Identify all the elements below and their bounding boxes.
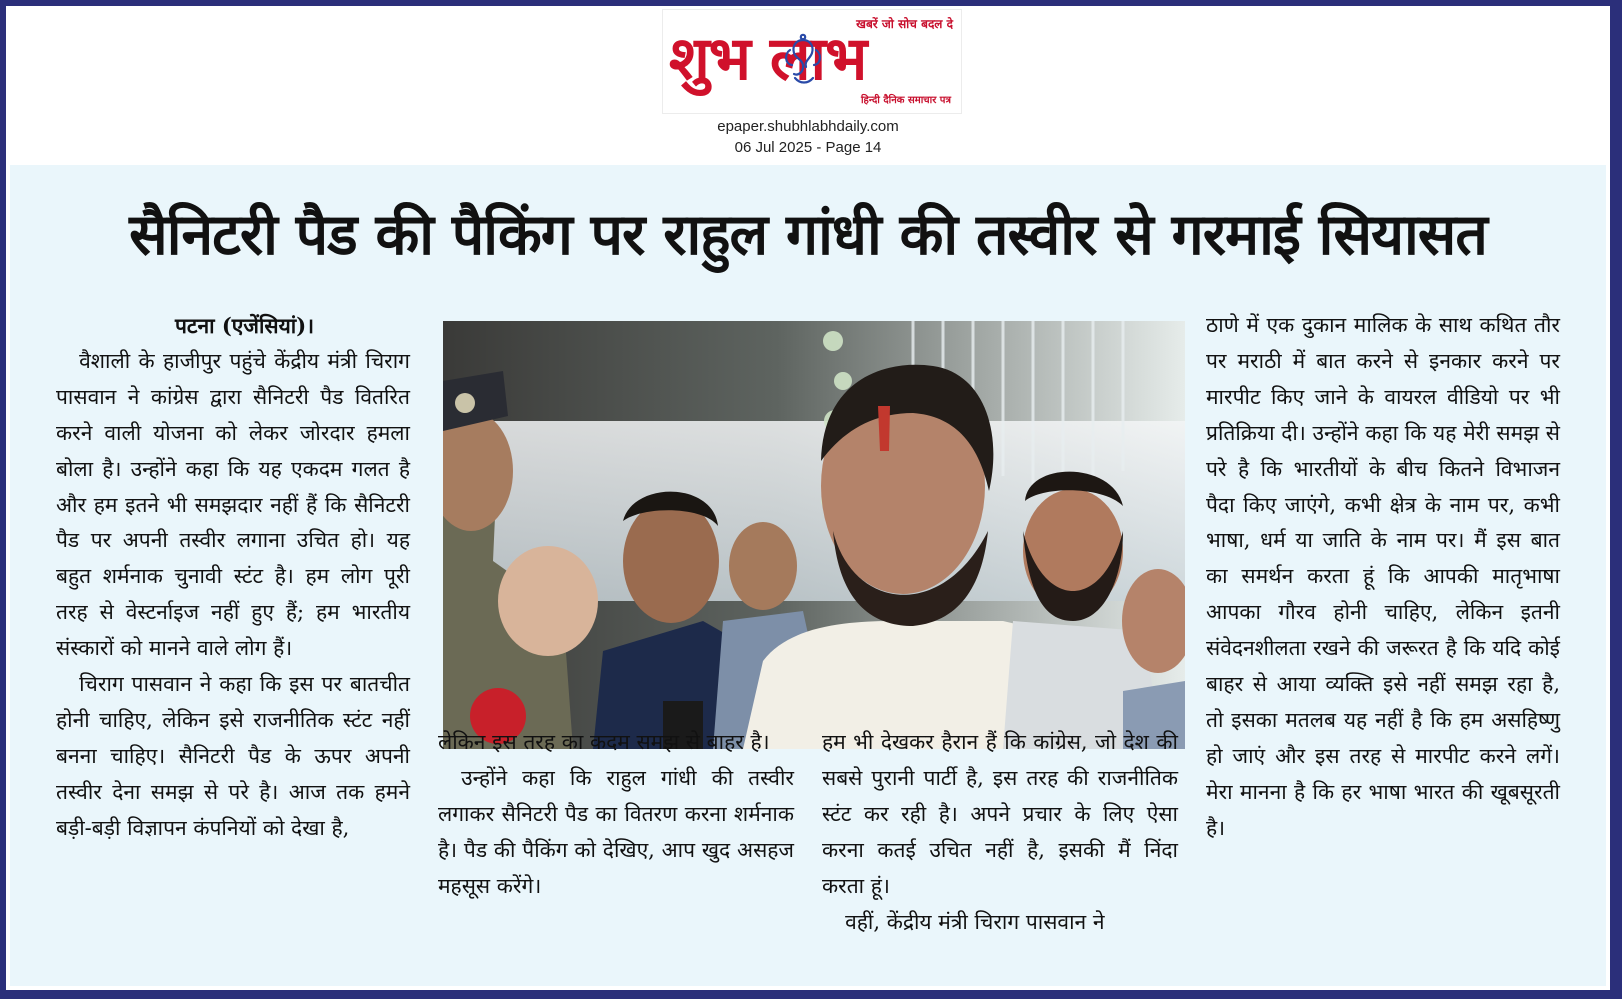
page-frame: [6, 6, 1610, 990]
column-4: [1206, 308, 1560, 847]
paragraph: लेकिन इस तरह का कदम समझ से बाहर है।: [438, 730, 770, 754]
edition-date: 06 Jul 2025 - Page 14: [734, 139, 882, 156]
paragraph: वैशाली के हाजीपुर पहुंचे केंद्रीय मंत्री चिराग पासवान ने कांग्रेस द्वारा सैनिटरी पैड वितरित करने वाली योजना को लेकर जोरदार हमला बोला है। उन्होंने कहा कि यह एकदम गलत है और हम इतने भी समझदार नहीं हैं कि सैनिटरी पैड पर अपनी तस्वीर लगाना उचित हो। यह बहुत शर्मनाक चुनावी स्टंट है। हम लोग पूरी तरह से वेस्टर्नाइज नहीं हुए हैं; हम भारतीय संस्कारों को मानने वाले लोग हैं।: [56, 348, 410, 661]
headline: सैनिटरी पैड की पैकिंग पर राहुल गांधी की तस्वीर से गरमाई सियासत: [129, 202, 1487, 268]
paragraph: उन्होंने कहा कि राहुल गांधी की तस्वीर लगाकर सैनिटरी पैड का वितरण करना शर्मनाक है। पैड की पैकिंग को देखिए, आप खुद असहज महसूस करेंगे।: [438, 765, 794, 898]
paragraph: हम भी देखकर हैरान हैं कि कांग्रेस, जो देश की सबसे पुरानी पार्टी है, इस तरह की राजनीतिक स्टंट कर रही है। अपने प्रचार के लिए ऐसा करना कतई उचित नहीं है, इसकी मैं निंदा करता हूं।: [822, 730, 1178, 898]
logo-subtitle: हिन्दी दैनिक समाचार पत्र: [860, 95, 951, 106]
paragraph: चिराग पासवान ने कहा कि इस पर बातचीत होनी चाहिए, लेकिन इसे राजनीतिक स्टंट नहीं बनना चाहिए। सैनिटरी पैड के ऊपर अपनी तस्वीर देना समझ से परे है। आज तक हमने बड़ी-बड़ी विज्ञापन कंपनियों को देखा है,: [56, 672, 410, 840]
ganesh-icon: [780, 32, 826, 90]
news-photo[interactable]: [443, 321, 1185, 749]
masthead: [6, 6, 1610, 164]
photo-image: [443, 321, 1185, 749]
paragraph: वहीं, केंद्रीय मंत्री चिराग पासवान ने: [845, 909, 1105, 934]
article: [10, 165, 1606, 986]
column-1: [56, 308, 410, 847]
logo-tagline: खबरें जो सोच बदल दे: [856, 17, 953, 31]
column-3: [822, 725, 1178, 940]
logo-wordmark: शुभ लाभ: [669, 24, 867, 94]
site-url[interactable]: epaper.shubhlabhdaily.com: [717, 118, 899, 135]
paragraph: ठाणे में एक दुकान मालिक के साथ कथित तौर पर मराठी में बात करने से इनकार करने पर मारपीट किए जाने के वायरल वीडियो पर भी प्रतिक्रिया दी। उन्होंने कहा कि यह मेरी समझ से परे है कि भारतीयों के बीच कितने विभाजन पैदा किए जाएंगे, कभी क्षेत्र के नाम पर, कभी भाषा, धर्म या जाति के नाम पर। मैं इस बात का समर्थन करता हूं कि आपकी मातृभाषा आपका गौरव होनी चाहिए, लेकिन इतनी संवेदनशीलता रखने की जरूरत है कि यदि कोई बाहर से आया व्यक्ति इसे नहीं समझ रहा है, तो इसका मतलब यह नहीं है कि हम असहिष्णु हो जाएं और इस तरह से मारपीट करने लगें। मेरा मानना है कि हर भाषा भारत की खूबसूरती है।: [1206, 313, 1560, 840]
column-2: [438, 725, 794, 905]
newspaper-logo[interactable]: [662, 9, 962, 114]
dateline: पटना (एजेंसियां)।: [174, 313, 315, 338]
